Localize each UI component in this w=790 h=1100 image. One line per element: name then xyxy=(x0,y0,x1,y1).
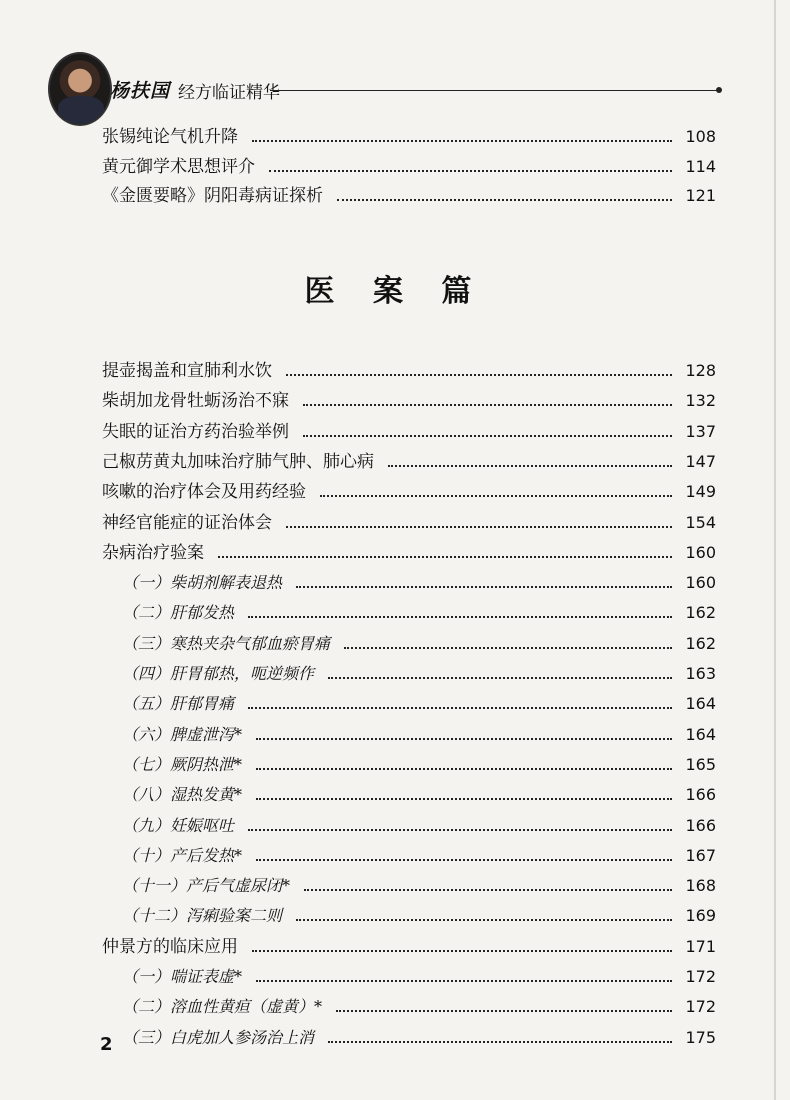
toc-leader-dots xyxy=(248,616,672,618)
toc-leader-dots xyxy=(256,859,672,861)
toc-entry-title: 提壶揭盖和宣肺利水饮 xyxy=(102,361,272,381)
running-header xyxy=(48,52,728,124)
toc-leader-dots xyxy=(303,435,672,437)
toc-leader-dots xyxy=(218,556,672,558)
toc-entry xyxy=(0,782,790,808)
toc-leader-dots xyxy=(252,140,672,142)
toc-entry xyxy=(0,964,790,990)
toc-entry xyxy=(0,124,790,150)
toc-entry-page: 164 xyxy=(685,694,716,714)
toc-entry xyxy=(0,722,790,748)
toc-leader-dots xyxy=(256,798,672,800)
toc-entry xyxy=(0,631,790,657)
toc-entry-title: （二）肝郁发热 xyxy=(122,603,235,623)
toc-entry-page: 168 xyxy=(685,876,716,896)
toc-leader-dots xyxy=(256,980,672,982)
toc-leader-dots xyxy=(303,404,672,406)
toc-entry xyxy=(0,1025,790,1051)
toc-entry xyxy=(0,691,790,717)
toc-entry-title: 杂病治疗验案 xyxy=(102,542,204,563)
toc-leader-dots xyxy=(286,374,672,376)
toc-entry-title: 仲景方的临床应用 xyxy=(102,936,238,957)
toc-leader-dots xyxy=(286,526,672,528)
toc-entry-page: 172 xyxy=(685,997,716,1017)
toc-leader-dots xyxy=(304,889,672,891)
toc-entry-page: 163 xyxy=(685,664,716,683)
section-title: 医 案 篇 xyxy=(304,274,486,309)
toc-entry xyxy=(0,154,790,180)
toc-entry-page: 164 xyxy=(685,724,716,744)
toc-entry-title: （七）厥阴热泄* xyxy=(122,754,243,774)
author-portrait xyxy=(48,52,112,126)
toc-entry xyxy=(0,540,790,566)
toc-entry-title: （十一）产后气虚尿闭* xyxy=(122,876,291,896)
toc-leader-dots xyxy=(328,1041,672,1043)
toc-entry-title: （四）肝胃郁热，呃逆频作 xyxy=(122,664,315,683)
toc-entry-page: 175 xyxy=(685,1027,716,1047)
toc-entry-page: 172 xyxy=(685,967,716,986)
toc-entry-page: 108 xyxy=(685,127,716,146)
toc-entry-title: （八）湿热发黄* xyxy=(122,785,243,805)
toc-entry-title: （五）肝郁胃痛 xyxy=(122,694,235,714)
toc-entry xyxy=(0,570,790,596)
book-title: 经方临证精华 xyxy=(178,83,280,103)
toc-entry-page: 166 xyxy=(685,785,716,805)
toc-entry xyxy=(0,479,790,505)
toc-entry-title: （十）产后发热* xyxy=(122,845,243,865)
header-rule xyxy=(270,90,718,91)
toc-entry-title: （十二）泻痢验案二则 xyxy=(122,906,283,926)
toc-entry-page: 132 xyxy=(685,391,716,411)
toc-entry xyxy=(0,873,790,899)
toc-entry-page: 167 xyxy=(685,845,716,865)
header-rule-dot xyxy=(716,87,722,93)
author-signature: 杨扶国 xyxy=(110,80,171,102)
toc-entry-title: 柴胡加龙骨牡蛎汤治不寐 xyxy=(102,391,289,412)
toc-entry xyxy=(0,934,790,960)
toc-entry-title: 失眠的证治方药治验举例 xyxy=(102,421,289,442)
toc-leader-dots xyxy=(320,495,672,497)
toc-leader-dots xyxy=(337,199,672,201)
toc-entry-title: 己椒苈黄丸加味治疗肺气肿、肺心病 xyxy=(102,451,374,472)
toc-entry xyxy=(0,903,790,929)
toc-entry xyxy=(0,388,790,414)
toc-entry-title: （一）喘证表虚* xyxy=(122,967,243,986)
toc-entry-page: 114 xyxy=(685,156,716,176)
toc-entry-page: 137 xyxy=(685,421,716,441)
toc-entry-title: （九）妊娠呕吐 xyxy=(122,815,235,835)
toc-leader-dots xyxy=(248,829,672,831)
toc-entry-title: 张锡纯论气机升降 xyxy=(102,127,238,147)
toc-entry xyxy=(0,419,790,445)
toc-leader-dots xyxy=(328,677,672,679)
toc-entry xyxy=(0,358,790,384)
toc-entry xyxy=(0,994,790,1020)
toc-entry xyxy=(0,843,790,869)
toc-entry-page: 154 xyxy=(685,512,716,532)
page-number: 2 xyxy=(100,1034,113,1055)
toc-entry-page: 165 xyxy=(685,754,716,774)
toc-entry-page: 160 xyxy=(685,542,716,562)
toc-entry-page: 171 xyxy=(685,936,716,956)
toc-entry-title: 咳嗽的治疗体会及用药经验 xyxy=(102,482,306,503)
toc-entry-title: （三）白虎加人参汤治上消 xyxy=(122,1027,315,1047)
toc-entry-title: （二）溶血性黄疸（虚黄）* xyxy=(122,997,323,1017)
toc-entry-page: 149 xyxy=(685,482,716,502)
toc-entry-page: 128 xyxy=(685,361,716,380)
toc-entry xyxy=(0,183,790,209)
toc-entry-title: 《金匮要略》阴阳毒病证探析 xyxy=(102,186,323,206)
toc-entry xyxy=(0,510,790,536)
toc-leader-dots xyxy=(256,738,672,740)
toc-leader-dots xyxy=(296,586,672,588)
toc-entry-title: 黄元御学术思想评介 xyxy=(102,156,255,177)
toc-leader-dots xyxy=(296,919,672,921)
toc-leader-dots xyxy=(248,707,672,709)
toc-entry-page: 121 xyxy=(685,186,716,205)
toc-leader-dots xyxy=(344,647,672,649)
toc-entry xyxy=(0,813,790,839)
toc-leader-dots xyxy=(269,170,672,172)
portrait-body xyxy=(58,96,104,126)
toc-entry-page: 160 xyxy=(685,573,716,593)
toc-entry-title: 神经官能症的证治体会 xyxy=(102,512,272,533)
toc-entry-title: （一）柴胡剂解表退热 xyxy=(122,573,283,593)
toc-entry-page: 169 xyxy=(685,906,716,926)
toc-leader-dots xyxy=(252,950,672,952)
toc-leader-dots xyxy=(388,465,672,467)
toc-entry xyxy=(0,752,790,778)
toc-entry-title: （三）寒热夹杂气郁血瘀胃痛 xyxy=(122,633,331,653)
toc-entry xyxy=(0,449,790,475)
toc-entry-title: （六）脾虚泄泻* xyxy=(122,724,243,744)
toc-entry-page: 162 xyxy=(685,633,716,653)
toc-entry-page: 166 xyxy=(685,815,716,835)
toc-entry-page: 162 xyxy=(685,603,716,623)
toc-entry xyxy=(0,661,790,687)
toc-entry xyxy=(0,600,790,626)
toc-leader-dots xyxy=(336,1010,672,1012)
toc-entry-page: 147 xyxy=(685,451,716,471)
toc-leader-dots xyxy=(256,768,672,770)
